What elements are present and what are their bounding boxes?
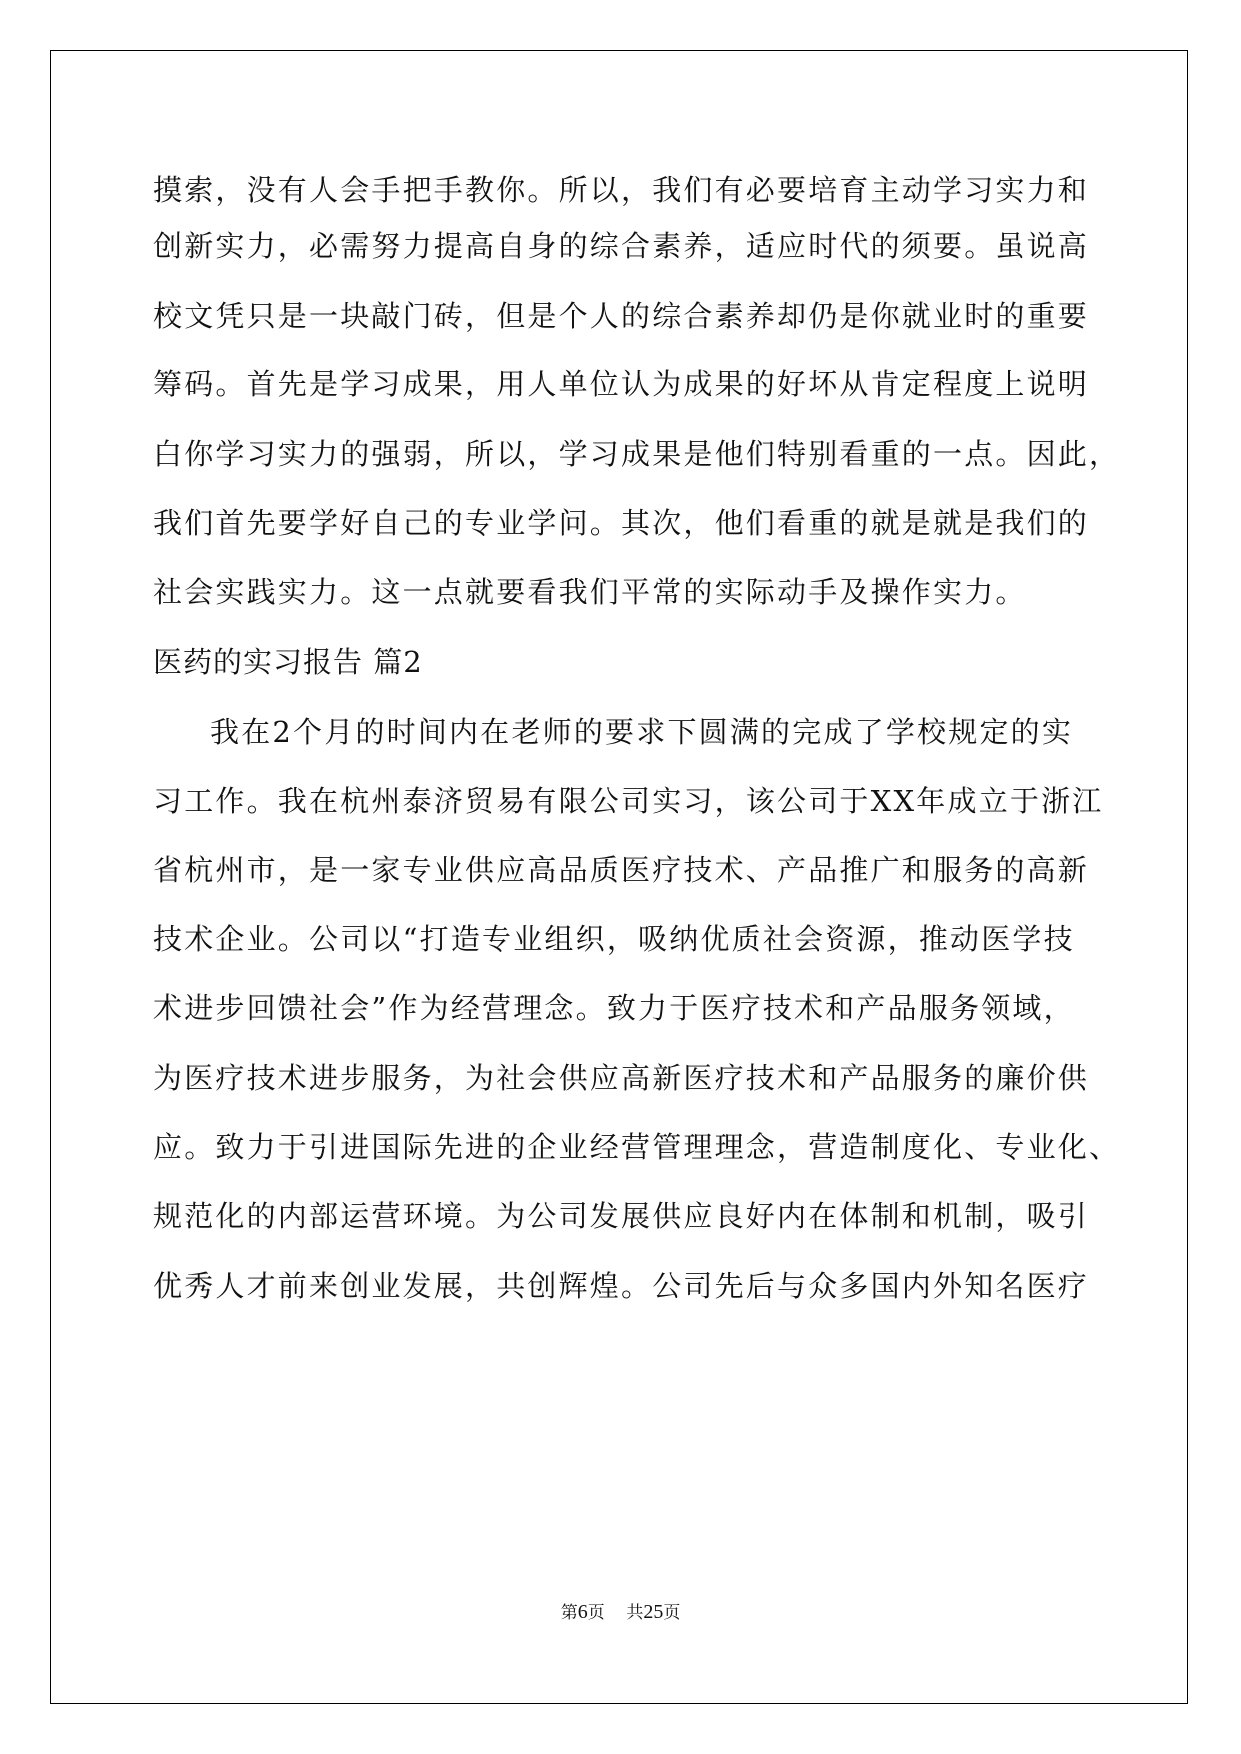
body-text-line: 白你学习实力的强弱，所以，学习成果是他们特别看重的一点。因此， xyxy=(153,437,1121,471)
body-text-line: 省杭州市，是一家专业供应高品质医疗技术、产品推广和服务的高新 xyxy=(153,853,1090,887)
page-number: 6 xyxy=(577,1601,588,1623)
total-suffix: 页 xyxy=(663,1603,681,1623)
section-heading: 医药的实习报告 篇2 xyxy=(153,645,423,679)
page-footer xyxy=(0,1598,1241,1624)
body-text-line: 校文凭只是一块敲门砖，但是个人的综合素养却仍是你就业时的重要 xyxy=(153,299,1090,333)
body-text-line: 术进步回馈社会”作为经营理念。致力于医疗技术和产品服务领域， xyxy=(153,991,1075,1025)
body-text-line: 习工作。我在杭州泰济贸易有限公司实习，该公司于XX年成立于浙江 xyxy=(153,784,1104,818)
total-prefix: 共 xyxy=(626,1603,644,1623)
page-prefix: 第 xyxy=(560,1603,578,1623)
body-text-line: 筹码。首先是学习成果，用人单位认为成果的好坏从肯定程度上说明 xyxy=(153,367,1090,401)
body-text-line: 为医疗技术进步服务，为社会供应高新医疗技术和产品服务的廉价供 xyxy=(153,1061,1090,1095)
page-suffix: 页 xyxy=(587,1603,605,1623)
body-text-line: 社会实践实力。这一点就要看我们平常的实际动手及操作实力。 xyxy=(153,575,1027,609)
body-text-line: 规范化的内部运营环境。为公司发展供应良好内在体制和机制，吸引 xyxy=(153,1199,1090,1233)
body-text-line: 优秀人才前来创业发展，共创辉煌。公司先后与众多国内外知名医疗 xyxy=(153,1269,1090,1303)
body-text-line: 应。致力于引进国际先进的企业经营管理理念，营造制度化、专业化、 xyxy=(153,1130,1121,1164)
body-text-line: 技术企业。公司以“打造专业组织，吸纳优质社会资源，推动医学技 xyxy=(153,922,1075,956)
total-pages: 25 xyxy=(643,1601,664,1623)
body-text-line: 我们首先要学好自己的专业学问。其次，他们看重的就是就是我们的 xyxy=(153,506,1090,540)
body-text-line: 摸索，没有人会手把手教你。所以，我们有必要培育主动学习实力和 xyxy=(153,173,1090,207)
body-text-line: 我在2个月的时间内在老师的要求下圆满的完成了学校规定的实 xyxy=(210,715,1074,749)
body-text-line: 创新实力，必需努力提高自身的综合素养，适应时代的须要。虽说高 xyxy=(153,229,1090,263)
